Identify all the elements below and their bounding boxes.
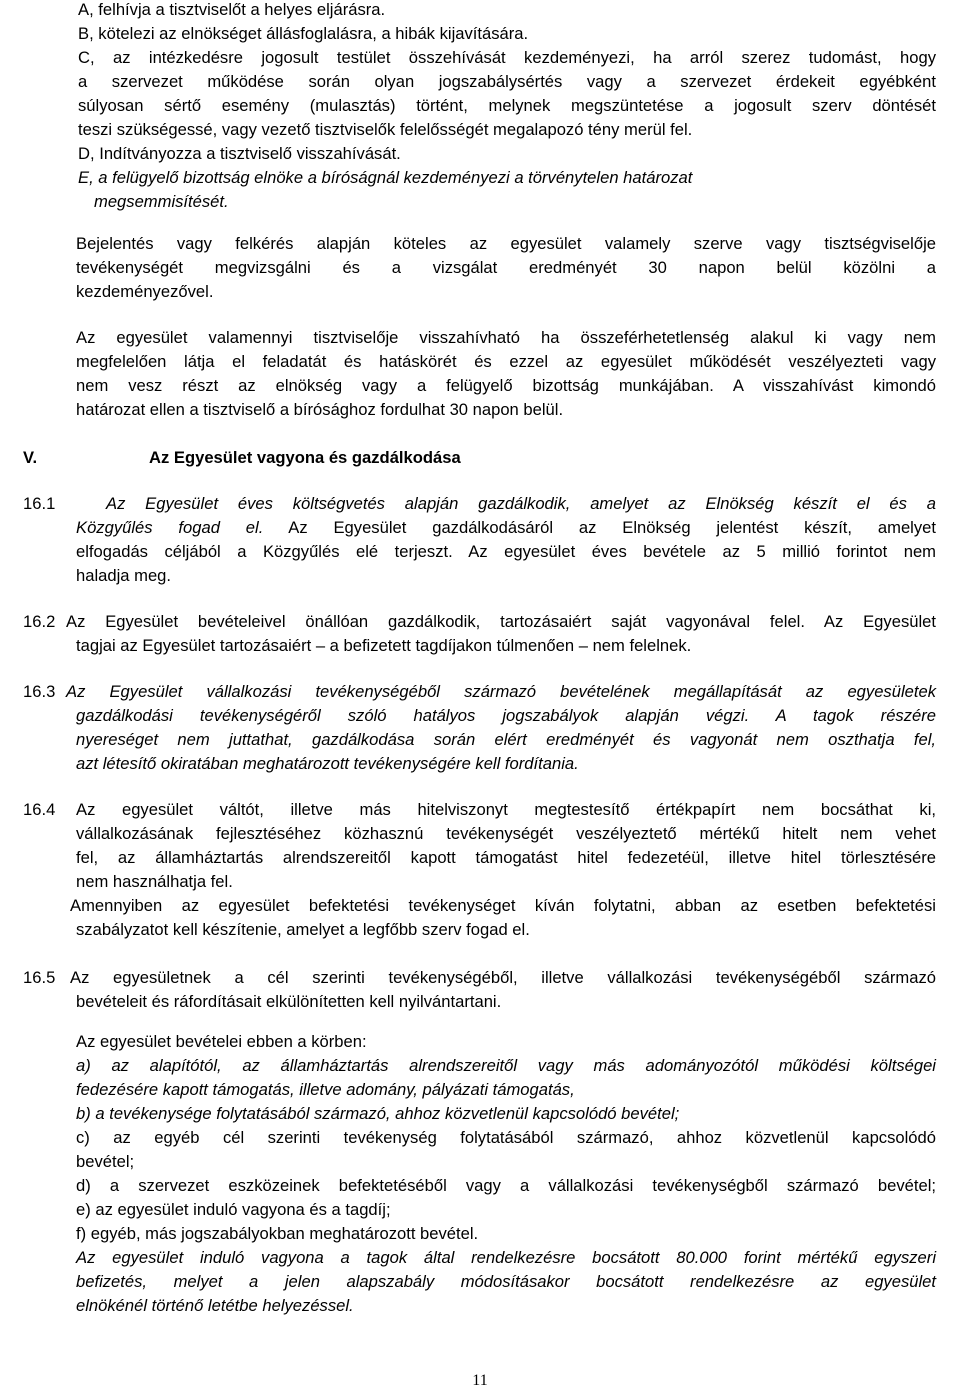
paragraph-line: Az egyesület valamennyi tisztviselője visszahívható ha összeférhetetlenség alakul ki vagy nem [76, 328, 936, 347]
list-item-d-text: D, Indítványozza a tisztviselő visszahívását. [78, 144, 401, 163]
clause-line: Az egyesület váltót, illetve más hitelviszonyt megtestesítő értékpapírt nem bocsáthat ki, [76, 800, 936, 819]
revenues-closing-line: befizetés, melyet a jelen alapszabály módosításakor bocsátott rendelkezésre az egyesület [76, 1272, 936, 1291]
clause-16-4 [76, 798, 936, 894]
revenue-item-c-cont: bevétel; [76, 1152, 135, 1171]
paragraph-bejelentes [76, 232, 936, 304]
clause-line: fel, az államháztartás alrendszereitől kapott támogatást hitel fedezetéül, illetve hitel törlesztésére [76, 848, 936, 867]
clause-number-16-1: 16.1 [23, 494, 56, 513]
revenues-block [76, 1030, 936, 1318]
clause-line: Amennyiben az egyesület befektetési tevékenységet kíván folytatni, abban az esetben befektetési [70, 896, 936, 915]
list-item-c-line: súlyosan sértő esemény (mulasztás) történt, melynek megszüntetése a jogosult szerv döntését [78, 96, 936, 115]
revenues-closing-line: Az egyesület induló vagyona a tagok által rendelkezésre bocsátott 80.000 forint mértékű egyszeri [76, 1248, 936, 1267]
revenue-item-a-cont: fedezésére kapott támogatás, illetve adomány, pályázati támogatás, [76, 1080, 575, 1099]
revenues-intro: Az egyesület bevételei ebben a körben: [76, 1032, 367, 1051]
list-item-c-line: a szervezet működése során olyan jogszabálysértés vagy a szervezet érdekeit egyébként [78, 72, 936, 91]
section-number: V. [23, 448, 38, 467]
list-item-b [78, 22, 936, 46]
clause-line: Az Egyesület vállalkozási tevékenységéből származó bevételének megállapítását az egyesületek [66, 682, 936, 701]
clause-line: azt létesítő okiratában meghatározott tevékenységére kell fordítania. [76, 754, 579, 773]
clause-number-16-4: 16.4 [23, 800, 56, 819]
clause-number-16-3: 16.3 [23, 682, 56, 701]
list-item-c [78, 46, 936, 142]
clause-line: Az Egyesület éves költségvetés alapján gazdálkodik, amelyet az Elnökség készít el és a [106, 494, 936, 513]
clause-line: tagjai az Egyesület tartozásaiért – a befizetett tagdíjakon túlmenően – nem felelnek. [76, 636, 692, 655]
paragraph-visszahivas [76, 326, 936, 422]
clause-line: Az Egyesület bevételeivel önállóan gazdálkodik, tartozásaiért saját vagyonával felel. Az Egyesület [66, 612, 936, 631]
clause-line: nyereséget nem juttathat, gazdálkodása során elért eredményét és vagyonát nem oszthatja fel, [76, 730, 936, 749]
paragraph-line: nem vesz részt az elnökség vagy a felügyelő bizottság munkájában. A visszahívást kimondó [76, 376, 936, 395]
paragraph-line: határozat ellen a tisztviselő a bírósághoz fordulhat 30 napon belül. [76, 400, 564, 419]
paragraph-line: Bejelentés vagy felkérés alapján köteles az egyesület valamely szerve vagy tisztségviselője [76, 234, 936, 253]
list-item-e-line: E, a felügyelő bizottság elnöke a bíróságnál kezdeményezi a törvénytelen határozat [78, 168, 693, 187]
clause-line: Az egyesületnek a cél szerinti tevékenységéből, illetve vállalkozási tevékenységéből származó [70, 968, 936, 987]
revenue-item-f: f) egyéb, más jogszabályokban meghatározott bevétel. [76, 1224, 479, 1243]
clause-16-1 [76, 492, 936, 588]
clause-line: gazdálkodási tevékenységéről szóló hatályos jogszabályok alapján végzi. A tagok részére [76, 706, 936, 725]
list-item-e [78, 166, 936, 214]
revenue-item-a: a) az alapítótól, az államháztartás alrendszereitől vagy más adományozótól működési költségei [76, 1056, 936, 1075]
list-item-e-line: megsemmisítését. [94, 192, 229, 211]
clause-number-16-2: 16.2 [23, 612, 56, 631]
clause-line-normal-part: Az Egyesület gazdálkodásáról az Elnökség jelentést készít, amelyet [263, 518, 936, 537]
revenue-item-c: c) az egyéb cél szerinti tevékenység folytatásából származó, ahhoz közvetlenül kapcsolódó [76, 1128, 936, 1147]
revenues-closing-line: elnökénél történő letétbe helyezéssel. [76, 1296, 354, 1315]
page-number: 11 [472, 1372, 488, 1389]
list-item-b-text: B, kötelezi az elnökséget állásfoglalásra, a hibák kijavítására. [78, 24, 529, 43]
clause-16-2 [66, 610, 936, 658]
list-item-a [78, 0, 936, 22]
clause-number-16-5: 16.5 [23, 968, 56, 987]
list-item-d [78, 142, 936, 166]
clause-line: szabályzatot kell készítenie, amelyet a legfőbb szerv fogad el. [76, 920, 530, 939]
clause-line: elfogadás céljából a Közgyűlés elé terjeszt. Az egyesület éves bevétele az 5 millió forintot nem [76, 542, 936, 561]
clause-line: haladja meg. [76, 566, 172, 585]
paragraph-line: tevékenységét megvizsgálni és a vizsgálat eredményét 30 napon belül közölni a [76, 258, 936, 277]
revenue-item-e: e) az egyesület induló vagyona és a tagdíj; [76, 1200, 391, 1219]
section-title: Az Egyesület vagyona és gazdálkodása [149, 448, 461, 467]
paragraph-line: kezdeményezővel. [76, 282, 214, 301]
list-item-a-text: A, felhívja a tisztviselőt a helyes eljárásra. [78, 0, 386, 19]
clause-line-mixed [76, 516, 936, 540]
clause-16-5 [70, 966, 936, 1014]
clause-16-3 [66, 680, 936, 776]
clause-line: vállalkozásának fejlesztéséhez közhasznú tevékenységét veszélyeztető mértékű hitelt nem vehet [76, 824, 936, 843]
revenue-item-b: b) a tevékenysége folytatásából származó, ahhoz közvetlenül kapcsolódó bevétel; [76, 1104, 680, 1123]
clause-16-4-extra [70, 894, 936, 942]
list-item-c-line: teszi szükségessé, vagy vezető tisztviselők felelősségét megalapozó tény merül fel. [78, 120, 693, 139]
clause-line: bevételeit és ráfordításait elkülönítetten kell nyilvántartani. [76, 992, 502, 1011]
clause-line: nem használhatja fel. [76, 872, 233, 891]
clause-line-italic-part: Közgyűlés fogad el. [76, 518, 264, 537]
revenue-item-d: d) a szervezet eszközeinek befektetéséből vagy a vállalkozási tevékenységből származó bevétel; [76, 1176, 936, 1195]
list-item-c-line: C, az intézkedésre jogosult testület összehívását kezdeményezi, ha arról szerez tudomást, hogy [78, 48, 936, 67]
paragraph-line: megfelelően látja el feladatát és hatáskörét és ezzel az egyesület működését veszélyezteti vagy [76, 352, 936, 371]
